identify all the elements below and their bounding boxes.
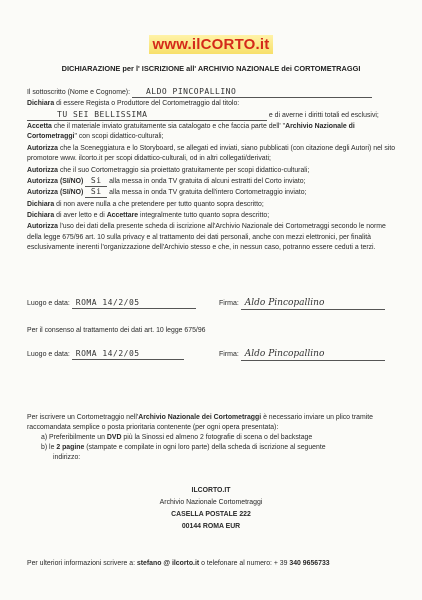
instructions-item-a [27, 433, 399, 443]
clause-bold: Autorizza [27, 223, 59, 231]
clause-text: integralmente tutto quanto sopra descritto; [140, 211, 270, 219]
clause-text: l'uso dei dati della presente scheda di iscrizione all'Archivio Nazionale dei Cortometraggi secondo le norme della legge 675/96 art. 10 sulla privacy e al trattamento dei dati personali, anche con mezzi elettronici, per finalità esclusivamente inerenti l'organizzazione dell'Archivio stesso e che, in nessun caso, potranno essere ceduti a terzi. [27, 223, 386, 252]
instructions-intro [27, 413, 399, 433]
clause-bold-archive: Archivio Nazionale di Cortometraggi [27, 123, 355, 141]
declare-text: di essere Regista o Produttore del Cortometraggio dal titolo: [56, 100, 240, 108]
answer-value: Si [90, 175, 102, 185]
address-line3: 00144 ROMA EUR [181, 523, 241, 531]
clause-autorizza-4 [27, 188, 399, 198]
logo-text: www.ilCORTO.it [149, 35, 274, 54]
instr-text: più la Sinossi ed almeno 2 fotografie di scena o del backstage [123, 434, 313, 441]
clause-dichiara-1 [27, 200, 399, 210]
declaration-body [27, 88, 399, 254]
tv-extract-answer-field[interactable] [85, 177, 107, 187]
film-title-value: TU SEI BELLISSIMA [57, 109, 148, 119]
signature-value: Aldo Pincopallino [244, 298, 325, 308]
clause-bold: Autorizza [27, 189, 59, 197]
firma-label: Firma: [219, 351, 239, 358]
signature-value: Aldo Pincopallino [244, 349, 325, 359]
clause-bold-accettare: Accettare [106, 211, 139, 219]
clause-text: di aver letto e di [56, 211, 105, 219]
place-date-label: Luogo e data: [27, 351, 70, 358]
firma-label: Firma: [219, 300, 239, 307]
clause-bold: Accetta [27, 123, 52, 131]
instr-bold: 2 pagine [56, 444, 85, 451]
contact-footer [27, 560, 399, 567]
film-title-line [27, 111, 399, 121]
place-date-value: ROMA 14/2/05 [75, 298, 140, 307]
signature-field[interactable] [241, 299, 385, 310]
answer-value: Si [90, 187, 102, 197]
signature-field[interactable] [241, 350, 385, 361]
film-title-field[interactable] [27, 111, 267, 121]
instr-text: Per iscrivere un Cortometraggio nell' [27, 414, 139, 421]
contact-email: stefano @ ilcorto.it [136, 560, 200, 567]
clause-text: alla messa in onda TV gratuita di alcuni estratti del Corto inviato; [109, 177, 306, 185]
instr-bold: DVD [106, 434, 122, 441]
clause-autorizza-1 [27, 144, 399, 165]
place-date-field[interactable] [72, 350, 184, 360]
instr-bold: Archivio Nazionale dei Cortometraggi [138, 414, 262, 421]
declare-bold: Dichiara [27, 100, 55, 108]
intro-label: Il sottoscritto (Nome e Cognome): [27, 89, 131, 96]
intro-line [27, 88, 399, 98]
clause-text: che il suo Cortometraggio sia proiettato gratuitamente per scopi didattico-culturali; [59, 166, 310, 174]
instr-text: b) le [41, 444, 55, 451]
instructions-item-b-cont: indirizzo: [53, 454, 81, 461]
clause-accetta: Accetta che il materiale inviato gratuitamente sia catalogato e che faccia parte dell' "Archivio Nazionale di Cortometraggi" con scopi didattico-culturali; [27, 123, 355, 141]
clause-bold: Dichiara [27, 200, 55, 208]
name-field[interactable] [132, 88, 372, 98]
footer-text: Per ulteriori informazioni scrivere a: [27, 560, 135, 567]
signature-row-2 [27, 350, 399, 360]
address-line2: CASELLA POSTALE 222 [171, 511, 251, 519]
clause-pre: (SI/NO) [59, 189, 84, 197]
declare-line [27, 99, 399, 109]
address-name: ILCORTO.IT [191, 487, 231, 494]
clause-dichiara-2 [27, 211, 399, 221]
instructions [27, 413, 399, 463]
postal-address [0, 485, 422, 533]
instructions-item-b [27, 443, 399, 453]
site-logo [0, 35, 422, 54]
place-date-field[interactable] [72, 299, 196, 309]
clause-text: che la Sceneggiatura e lo Storyboard, se allegati ed inviati, siano pubblicati (con citazione degli Autori) nel sito promotore www. ilcorto.it per scopi didattico-culturali, od in altri collegati/derivati; [27, 144, 396, 163]
instr-text: a) Preferibilmente un [41, 434, 105, 441]
contact-phone: 340 9656733 [289, 560, 330, 567]
document-title: DICHIARAZIONE per l' ISCRIZIONE all' ARCHIVIO NAZIONALE dei CORTOMETRAGGI [61, 64, 361, 73]
address-line1: Archivio Nazionale Cortometraggi [159, 499, 263, 507]
instr-text: è necessario inviare un plico tramite raccomandata semplice o posta prioritaria contenente (per ogni opera presentata): [27, 414, 373, 431]
clause-text: alla messa in onda TV gratuita dell'intero Cortometraggio inviato; [109, 189, 307, 197]
place-date-label: Luogo e data: [27, 300, 70, 307]
clause-text: di non avere nulla a che pretendere per tutto quanto sopra descritto; [56, 200, 264, 208]
consent-text: Per il consenso al trattamento dei dati art. 10 legge 675/96 [27, 327, 206, 334]
clause-privacy [27, 222, 399, 253]
signature-row-1 [27, 299, 399, 309]
clause-pre: (SI/NO) [59, 177, 84, 185]
clause-bold: Dichiara [27, 211, 55, 219]
declare-tail: e di averne i diritti totali ed esclusivi; [268, 111, 379, 119]
tv-full-answer-field[interactable] [85, 188, 107, 198]
name-value: ALDO PINCOPALLINO [145, 87, 237, 96]
clause-bold: Autorizza [27, 144, 59, 152]
instr-text: (stampate e compilate in ogni loro parte) della scheda di iscrizione al seguente [86, 444, 326, 451]
footer-text: o telefonare al numero: + 39 [201, 560, 288, 567]
place-date-value: ROMA 14/2/05 [75, 349, 140, 358]
clause-autorizza-3 [27, 177, 399, 187]
clause-bold: Autorizza [27, 166, 59, 174]
clause-autorizza-2 [27, 166, 399, 176]
clause-bold: Autorizza [27, 177, 59, 185]
